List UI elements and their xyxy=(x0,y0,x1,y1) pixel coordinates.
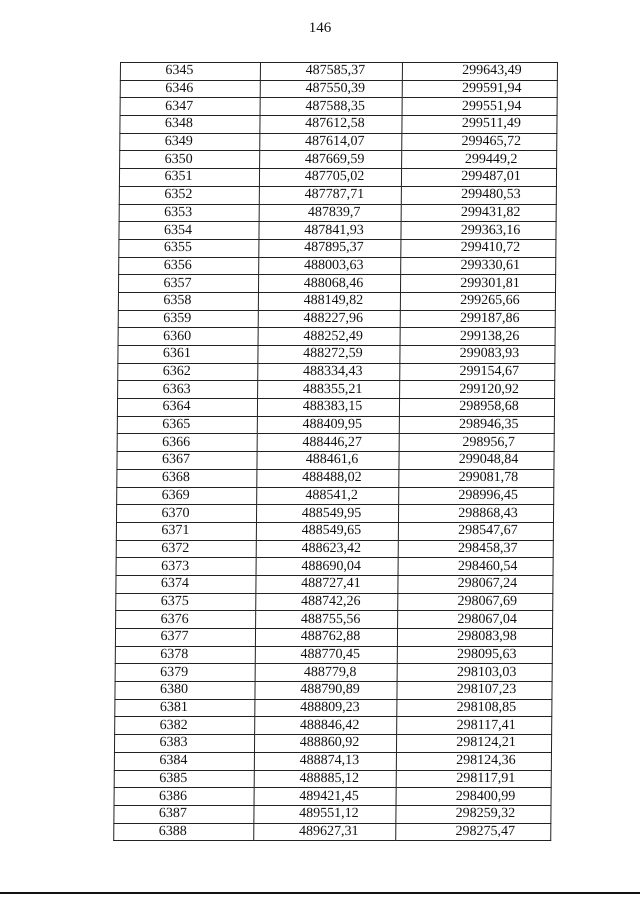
x-coordinate-cell: 488623,42 xyxy=(256,540,398,558)
table-row xyxy=(119,222,556,240)
x-coordinate-cell: 488860,92 xyxy=(254,735,396,753)
x-coordinate-cell: 488383,15 xyxy=(257,399,399,417)
x-coordinate-cell: 488549,95 xyxy=(256,505,398,523)
x-coordinate-cell: 488549,65 xyxy=(256,522,398,540)
y-coordinate-cell: 298067,04 xyxy=(398,611,553,629)
point-number-cell: 6361 xyxy=(118,346,258,364)
y-coordinate-cell: 298117,91 xyxy=(396,770,551,788)
y-coordinate-cell: 299330,61 xyxy=(401,257,556,275)
x-coordinate-cell: 488003,63 xyxy=(259,257,401,275)
y-coordinate-cell: 299187,86 xyxy=(400,310,555,328)
table-row xyxy=(120,151,557,169)
y-coordinate-cell: 299487,01 xyxy=(401,169,556,187)
point-number-cell: 6384 xyxy=(114,752,254,770)
table-row xyxy=(114,770,551,788)
point-number-cell: 6374 xyxy=(116,575,256,593)
point-number-cell: 6355 xyxy=(119,239,259,257)
x-coordinate-cell: 487669,59 xyxy=(260,151,402,169)
table-row xyxy=(116,611,553,629)
x-coordinate-cell: 488790,89 xyxy=(255,682,397,700)
y-coordinate-cell: 299048,84 xyxy=(399,452,554,470)
point-number-cell: 6347 xyxy=(120,98,260,116)
table-row xyxy=(118,310,555,328)
x-coordinate-cell: 488770,45 xyxy=(255,646,397,664)
x-coordinate-cell: 488874,13 xyxy=(254,752,396,770)
point-number-cell: 6373 xyxy=(116,558,256,576)
table-row xyxy=(118,328,555,346)
x-coordinate-cell: 488272,59 xyxy=(258,346,400,364)
y-coordinate-cell: 298067,69 xyxy=(398,593,553,611)
table-row xyxy=(115,682,552,700)
x-coordinate-cell: 488846,42 xyxy=(255,717,397,735)
point-number-cell: 6358 xyxy=(118,292,258,310)
x-coordinate-cell: 488809,23 xyxy=(255,699,397,717)
point-number-cell: 6362 xyxy=(118,363,258,381)
point-number-cell: 6346 xyxy=(120,80,260,98)
point-number-cell: 6375 xyxy=(116,593,256,611)
y-coordinate-cell: 298946,35 xyxy=(399,416,554,434)
table-row xyxy=(117,416,554,434)
table-row xyxy=(118,363,555,381)
point-number-cell: 6349 xyxy=(120,133,260,151)
table-row xyxy=(117,469,554,487)
x-coordinate-cell: 487612,58 xyxy=(260,116,402,134)
x-coordinate-cell: 488461,6 xyxy=(257,452,399,470)
y-coordinate-cell: 299643,49 xyxy=(402,63,557,81)
point-number-cell: 6379 xyxy=(115,664,255,682)
y-coordinate-cell: 298400,99 xyxy=(396,788,551,806)
point-number-cell: 6359 xyxy=(118,310,258,328)
point-number-cell: 6356 xyxy=(119,257,259,275)
y-coordinate-cell: 299449,2 xyxy=(402,151,557,169)
y-coordinate-cell: 299081,78 xyxy=(399,469,554,487)
point-number-cell: 6386 xyxy=(114,788,254,806)
point-number-cell: 6376 xyxy=(116,611,256,629)
table-row xyxy=(114,805,551,823)
table-row xyxy=(120,80,557,98)
y-coordinate-cell: 298259,32 xyxy=(396,805,551,823)
table-row xyxy=(115,717,552,735)
y-coordinate-cell: 298067,24 xyxy=(398,575,553,593)
point-number-cell: 6365 xyxy=(117,416,257,434)
table-row xyxy=(119,239,556,257)
point-number-cell: 6380 xyxy=(115,682,255,700)
coordinates-table-wrapper xyxy=(113,62,557,841)
y-coordinate-cell: 298117,41 xyxy=(397,717,552,735)
page-number: 146 xyxy=(308,20,332,36)
y-coordinate-cell: 299301,81 xyxy=(400,275,555,293)
table-row xyxy=(118,275,555,293)
x-coordinate-cell: 488541,2 xyxy=(257,487,399,505)
y-coordinate-cell: 298124,36 xyxy=(396,752,551,770)
x-coordinate-cell: 489551,12 xyxy=(254,805,396,823)
x-coordinate-cell: 487839,7 xyxy=(259,204,401,222)
table-row xyxy=(116,558,553,576)
x-coordinate-cell: 487787,71 xyxy=(259,186,401,204)
y-coordinate-cell: 299120,92 xyxy=(400,381,555,399)
y-coordinate-cell: 299083,93 xyxy=(400,346,555,364)
y-coordinate-cell: 299480,53 xyxy=(401,186,556,204)
table-row xyxy=(118,381,555,399)
point-number-cell: 6351 xyxy=(119,169,259,187)
table-row xyxy=(118,292,555,310)
table-row xyxy=(119,257,556,275)
bottom-rule xyxy=(0,892,640,894)
table-row xyxy=(119,169,556,187)
point-number-cell: 6368 xyxy=(117,469,257,487)
x-coordinate-cell: 488755,56 xyxy=(256,611,398,629)
point-number-cell: 6388 xyxy=(114,823,254,841)
table-row xyxy=(115,699,552,717)
table-row xyxy=(116,522,553,540)
point-number-cell: 6378 xyxy=(115,646,255,664)
table-row xyxy=(120,116,557,134)
point-number-cell: 6366 xyxy=(117,434,257,452)
x-coordinate-cell: 488068,46 xyxy=(258,275,400,293)
x-coordinate-cell: 488762,88 xyxy=(255,629,397,647)
x-coordinate-cell: 488779,8 xyxy=(255,664,397,682)
table-row xyxy=(118,346,555,364)
point-number-cell: 6348 xyxy=(120,116,260,134)
y-coordinate-cell: 299265,66 xyxy=(400,292,555,310)
table-row xyxy=(120,63,557,81)
x-coordinate-cell: 488355,21 xyxy=(258,381,400,399)
y-coordinate-cell: 299551,94 xyxy=(402,98,557,116)
y-coordinate-cell: 299154,67 xyxy=(400,363,555,381)
x-coordinate-cell: 488149,82 xyxy=(258,292,400,310)
table-row xyxy=(117,487,554,505)
table-row xyxy=(117,399,554,417)
table-row xyxy=(115,646,552,664)
y-coordinate-cell: 299511,49 xyxy=(402,116,557,134)
x-coordinate-cell: 488252,49 xyxy=(258,328,400,346)
point-number-cell: 6383 xyxy=(114,735,254,753)
y-coordinate-cell: 298103,03 xyxy=(397,664,552,682)
x-coordinate-cell: 487705,02 xyxy=(259,169,401,187)
point-number-cell: 6357 xyxy=(118,275,258,293)
table-row xyxy=(117,434,554,452)
point-number-cell: 6353 xyxy=(119,204,259,222)
x-coordinate-cell: 488409,95 xyxy=(257,416,399,434)
point-number-cell: 6364 xyxy=(117,399,257,417)
table-row xyxy=(116,540,553,558)
x-coordinate-cell: 489421,45 xyxy=(254,788,396,806)
x-coordinate-cell: 487614,07 xyxy=(260,133,402,151)
y-coordinate-cell: 299138,26 xyxy=(400,328,555,346)
y-coordinate-cell: 298083,98 xyxy=(397,629,552,647)
coordinates-table-body xyxy=(114,63,558,841)
table-row xyxy=(114,735,551,753)
y-coordinate-cell: 299591,94 xyxy=(402,80,557,98)
y-coordinate-cell: 298107,23 xyxy=(397,682,552,700)
x-coordinate-cell: 488727,41 xyxy=(256,575,398,593)
y-coordinate-cell: 298275,47 xyxy=(396,823,551,841)
y-coordinate-cell: 299431,82 xyxy=(401,204,556,222)
y-coordinate-cell: 299363,16 xyxy=(401,222,556,240)
point-number-cell: 6354 xyxy=(119,222,259,240)
x-coordinate-cell: 488446,27 xyxy=(257,434,399,452)
x-coordinate-cell: 487550,39 xyxy=(260,80,402,98)
table-row xyxy=(116,505,553,523)
table-row xyxy=(120,133,557,151)
y-coordinate-cell: 298868,43 xyxy=(398,505,553,523)
table-row xyxy=(119,186,556,204)
x-coordinate-cell: 488690,04 xyxy=(256,558,398,576)
y-coordinate-cell: 298108,85 xyxy=(397,699,552,717)
point-number-cell: 6360 xyxy=(118,328,258,346)
point-number-cell: 6352 xyxy=(119,186,259,204)
y-coordinate-cell: 298996,45 xyxy=(399,487,554,505)
point-number-cell: 6381 xyxy=(115,699,255,717)
point-number-cell: 6377 xyxy=(115,629,255,647)
y-coordinate-cell: 298956,7 xyxy=(399,434,554,452)
x-coordinate-cell: 488334,43 xyxy=(258,363,400,381)
point-number-cell: 6363 xyxy=(118,381,258,399)
y-coordinate-cell: 298958,68 xyxy=(399,399,554,417)
point-number-cell: 6371 xyxy=(116,522,256,540)
table-row xyxy=(115,629,552,647)
x-coordinate-cell: 489627,31 xyxy=(254,823,396,841)
table-row xyxy=(120,98,557,116)
x-coordinate-cell: 487588,35 xyxy=(260,98,402,116)
y-coordinate-cell: 298095,63 xyxy=(397,646,552,664)
table-row xyxy=(119,204,556,222)
point-number-cell: 6385 xyxy=(114,770,254,788)
table-row xyxy=(114,823,551,841)
point-number-cell: 6387 xyxy=(114,805,254,823)
y-coordinate-cell: 298458,37 xyxy=(398,540,553,558)
x-coordinate-cell: 487841,93 xyxy=(259,222,401,240)
coordinates-table xyxy=(113,62,558,841)
y-coordinate-cell: 299465,72 xyxy=(402,133,557,151)
table-row xyxy=(116,575,553,593)
table-row xyxy=(117,452,554,470)
point-number-cell: 6369 xyxy=(117,487,257,505)
point-number-cell: 6367 xyxy=(117,452,257,470)
table-row xyxy=(116,593,553,611)
x-coordinate-cell: 488488,02 xyxy=(257,469,399,487)
x-coordinate-cell: 488885,12 xyxy=(254,770,396,788)
y-coordinate-cell: 299410,72 xyxy=(401,239,556,257)
point-number-cell: 6350 xyxy=(120,151,260,169)
x-coordinate-cell: 488742,26 xyxy=(256,593,398,611)
y-coordinate-cell: 298547,67 xyxy=(398,522,553,540)
table-row xyxy=(114,788,551,806)
y-coordinate-cell: 298460,54 xyxy=(398,558,553,576)
table-row xyxy=(114,752,551,770)
point-number-cell: 6370 xyxy=(116,505,256,523)
x-coordinate-cell: 487585,37 xyxy=(260,63,402,81)
table-row xyxy=(115,664,552,682)
point-number-cell: 6372 xyxy=(116,540,256,558)
point-number-cell: 6382 xyxy=(115,717,255,735)
x-coordinate-cell: 487895,37 xyxy=(259,239,401,257)
point-number-cell: 6345 xyxy=(120,63,260,81)
x-coordinate-cell: 488227,96 xyxy=(258,310,400,328)
y-coordinate-cell: 298124,21 xyxy=(396,735,551,753)
